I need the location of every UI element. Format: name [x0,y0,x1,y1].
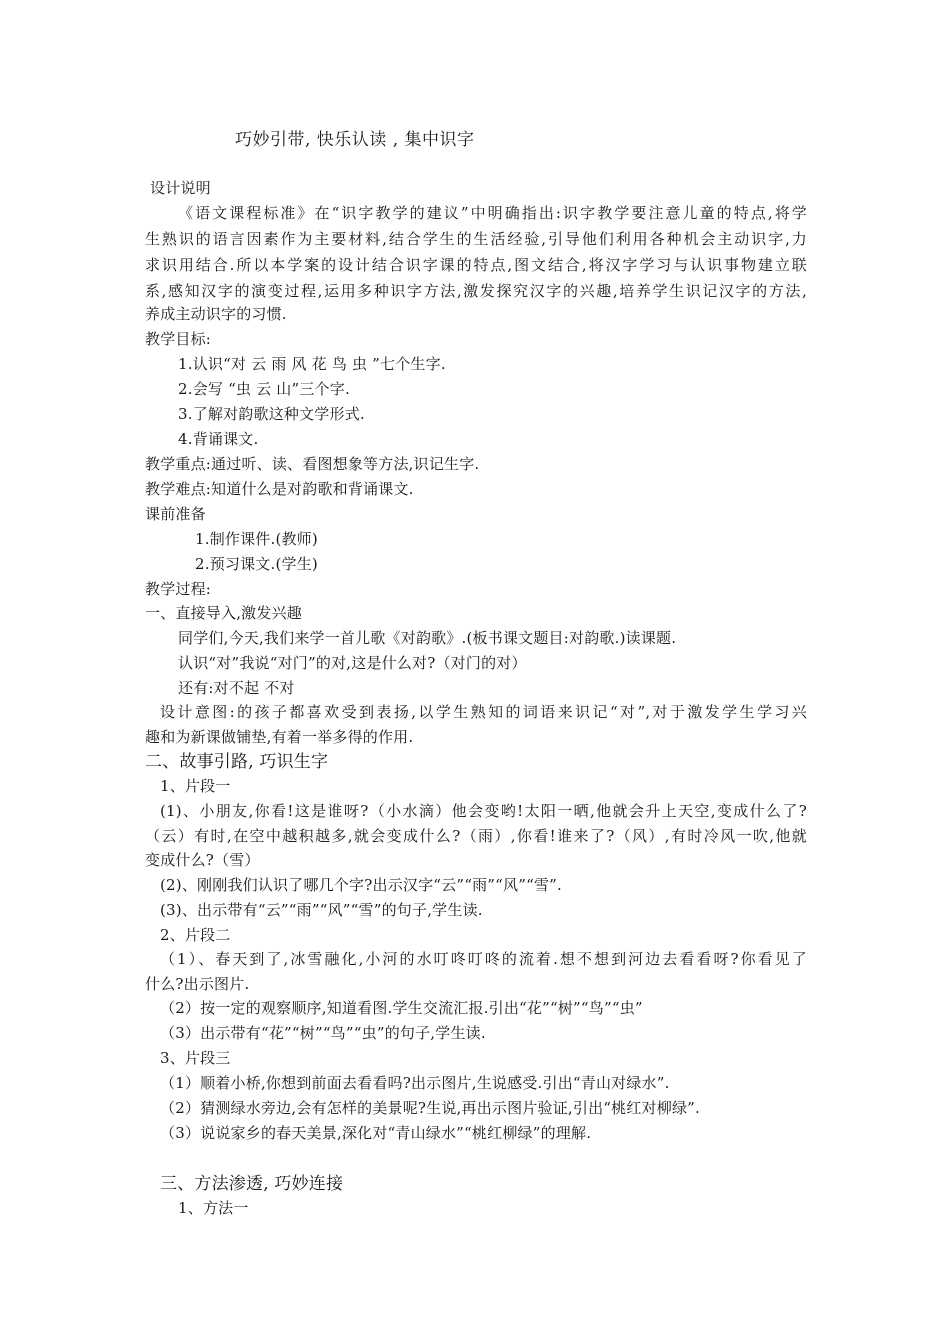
design-intent-line: 趣和为新课做铺垫,有着一举多得的作用. [145,728,414,746]
design-line: 《语文课程标准》在“识字教学的建议”中明确指出:识字教学要注意儿童的特点,将学 [178,204,807,222]
process-heading: 教学过程: [145,580,212,598]
difficulty: 教学难点:知道什么是对韵歌和背诵课文. [145,480,414,498]
segment-paragraph: (2)、刚刚我们认识了哪几个字?出示汉字“云”“雨”“风”“雪”. [160,876,563,894]
segment-paragraph: （3）出示带有“花”“树”“鸟”“虫”的句子,学生读. [160,1024,486,1042]
part1-line: 同学们,今天,我们来学一首儿歌《对韵歌》.(板书课文题目:对韵歌.)读课题. [178,629,677,647]
part3-heading: 三、方法渗透, 巧妙连接 [160,1174,344,1194]
design-intent-line: 设计意图:的孩子都喜欢受到表扬,以学生熟知的词语来识记“对”,对于激发学生学习兴 [160,703,807,721]
document-title: 巧妙引带, 快乐认读 , 集中识字 [235,130,475,150]
segment-paragraph-line: 变成什么?（雪） [145,851,260,869]
goal-item: 4.背诵课文. [178,430,259,448]
prep-item: 2.预习课文.(学生) [195,555,318,573]
design-heading: 设计说明 [150,179,211,197]
method-label: 1、方法一 [178,1199,249,1217]
goal-item: 2.会写 “虫 云 山”三个字. [178,380,350,398]
goals-heading: 教学目标: [145,330,212,348]
design-line: 求识用结合.所以本学案的设计结合识字课的特点,图文结合,将汉字学习与认识事物建立联 [145,256,807,274]
segment-paragraph-line: 什么?出示图片. [145,975,250,993]
segment-label: 2、片段二 [160,926,231,944]
design-line: 系,感知汉字的演变过程,运用多种识字方法,激发探究汉字的兴趣,培养学生识记汉字的方法, [145,282,807,300]
part1-line: 认识“对”我说“对门”的对,这是什么对?（对门的对） [178,654,527,672]
segment-paragraph-line: （1）、春天到了,冰雪融化,小河的水叮咚叮咚的流着.想不想到河边去看看呀?你看见了 [160,950,807,968]
segment-paragraph: （2）猜测绿水旁边,会有怎样的美景呢?生说,再出示图片验证,引出“桃红对柳绿”. [160,1099,700,1117]
goal-item: 1.认识“对 云 雨 风 花 鸟 虫 ”七个生字. [178,355,446,373]
prep-heading: 课前准备 [145,505,206,523]
segment-label: 3、片段三 [160,1049,231,1067]
part1-line: 还有:对不起 不对 [178,679,295,697]
segment-paragraph: （1）顺着小桥,你想到前面去看看吗?出示图片,生说感受.引出“青山对绿水”. [160,1074,670,1092]
segment-paragraph: （2）按一定的观察顺序,知道看图.学生交流汇报.引出“花”“树”“鸟”“虫” [160,999,643,1017]
key-point: 教学重点:通过听、读、看图想象等方法,识记生字. [145,455,480,473]
design-line: 生熟识的语言因素作为主要材料,结合学生的生活经验,引导他们利用各种机会主动识字,力 [145,230,807,248]
segment-label: 1、片段一 [160,777,231,795]
part2-heading: 二、故事引路, 巧识生字 [145,752,329,772]
part1-heading: 一、直接导入,激发兴趣 [145,604,302,622]
segment-paragraph: (3)、出示带有“云”“雨”“风”“雪”的句子,学生读. [160,901,483,919]
goal-item: 3.了解对韵歌这种文学形式. [178,405,365,423]
design-line: 养成主动识字的习惯. [145,305,287,323]
prep-item: 1.制作课件.(教师) [195,530,318,548]
segment-paragraph-line: （云）有时,在空中越积越多,就会变成什么?（雨）,你看!谁来了?（风）,有时冷风一吹,他就 [145,827,807,845]
segment-paragraph: （3）说说家乡的春天美景,深化对“青山绿水”“桃红柳绿”的理解. [160,1124,592,1142]
segment-paragraph-line: (1)、小朋友,你看!这是谁呀?（小水滴）他会变哟!太阳一晒,他就会升上天空,变成什么了? [160,802,807,820]
